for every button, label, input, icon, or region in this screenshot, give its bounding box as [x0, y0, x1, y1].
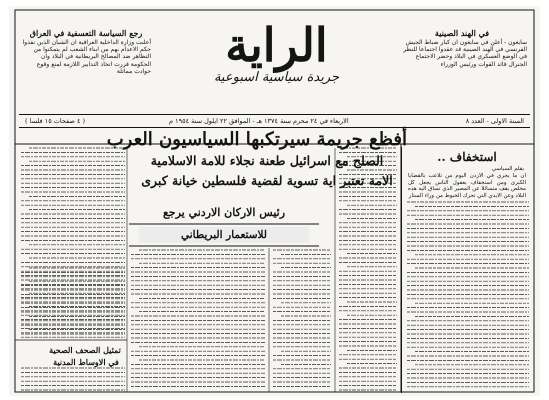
- column-text: ان ما يجري في الاردن اليوم من تلاعب بالقضايا الكبرى ومن استخفاف بعقول الناس يجعل كل مخلص يقف متسائلا عن المصير الذي تساق اليه هذه البلاد وعن الايدي التي تحرك الخيوط من وراء الستار: [408, 173, 526, 199]
- headline-second: الصلح مع اسرائيل طعنة نجلاء للامة الاسلامية: [150, 153, 384, 168]
- bottom-left-subtitle: في الاوساط المدنية: [53, 357, 119, 367]
- story-headline: رئيس الاركان الاردني يرجع: [162, 206, 286, 219]
- headline-block: [106, 129, 407, 151]
- newspaper-page: [9, 6, 540, 396]
- column-title: استخفاف ..: [437, 150, 497, 164]
- masthead-subtitle: جريدة سياسية اسبوعية: [213, 70, 340, 85]
- column-subtitle: بقلم السياسي: [491, 166, 524, 172]
- dateline-price: ( ٤ صفحات ١٥ فلسا ): [25, 117, 86, 125]
- dateline-issue: السنة الاولى - العدد ٨: [465, 117, 524, 125]
- headline-third: الامة تعتبر اية تسوية لقضية فلسطين خيانة كبرى: [141, 173, 393, 188]
- masthead-title: الراية: [225, 18, 328, 72]
- dateline-date: الاربعاء في ٢٤ محرم سنة ١٣٧٤ هـ - الموافق ٢٢ ايلول سنة ١٩٥٤ م: [169, 117, 349, 125]
- ear-left-text: أعلنت وزارة الداخلية العراقية ان الشبان الذين نفذوا حكم الاعدام بهم من ابناء الشعب لم يتمكنوا من التظاهر ضد المصالح البريطانية في البلاد وان الحكومة قررت اتخاذ التدابير اللازمة لمنع وقوع حوادث مماثلة: [22, 39, 151, 75]
- headline-second-block: [127, 152, 407, 170]
- headline-main: أفظع جريمة سيرتكبها السياسيون العرب: [106, 129, 407, 150]
- ear-left-title: رجع السياسة التعسفية في العراق: [29, 28, 143, 38]
- ear-right-title: في الهند الصينية: [434, 28, 490, 38]
- ear-right-text: سايغون - أعلن في سايغون ان كبار ضباط الجيش الفرنسي في الهند الصينية قد عقدوا اجتماعا للنظر في الوضع العسكري في البلاد وحضر الاجتماع الجنرال قائد القوات ورئيس الوزراء: [403, 39, 527, 68]
- dateline: [19, 114, 530, 128]
- masthead: [159, 20, 394, 104]
- bottom-left-title: تمثيل الصحف الصحية: [49, 345, 121, 355]
- ear-right: [397, 28, 527, 110]
- headline-third-block: [127, 172, 407, 190]
- story-subhead: للاستعمار البريطاني: [139, 227, 309, 243]
- ear-left: [21, 28, 151, 110]
- column-box: [401, 147, 532, 393]
